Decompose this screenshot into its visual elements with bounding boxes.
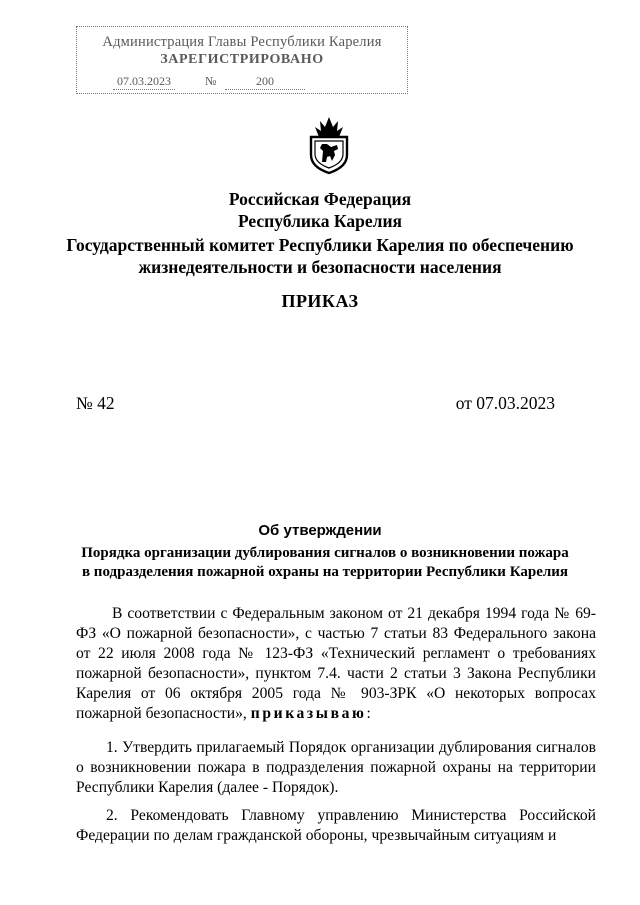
- stamp-registered-label: ЗАРЕГИСТРИРОВАНО: [160, 52, 324, 67]
- title-body: [60, 544, 590, 582]
- preamble-text: В соответствии с Федеральным законом от 21 декабря 1994 года № 69-ФЗ «О пожарной безопасности», с частью 7 статьи 83 Федерального закона от 22 июля 2008 года № 123-ФЗ «Технический регламент о требованиях пожарной безопасности», пунктом 7.4. части 2 статьи 3 Закона Республики Карелия от 06 октября 2005 года № 903-ЗРК «О некоторых вопросах пожарной безопасности»,: [76, 605, 596, 722]
- document-number: № 42: [76, 393, 115, 413]
- title-line1: Об утверждении: [258, 522, 382, 539]
- command-word: приказываю: [250, 705, 367, 722]
- registration-stamp: [76, 26, 408, 94]
- coat-of-arms-of-karelia-icon: [305, 115, 353, 175]
- paragraph-item-2: [76, 806, 596, 846]
- header-country: Российская Федерация: [228, 189, 412, 209]
- item-1-text: 1. Утвердить прилагаемый Порядок организации дублирования сигналов о возникновении пожара в подразделения пожарной охраны на территории Республики Карелия (далее - Порядок).: [76, 739, 596, 796]
- command-colon: :: [366, 705, 371, 722]
- document-type: ПРИКАЗ: [281, 291, 359, 311]
- title-line2: Порядка организации дублирования сигналов о возникновении пожара: [81, 545, 569, 561]
- header-committee-line1: Государственный комитет Республики Карелия по обеспечению: [66, 235, 574, 255]
- stamp-date: 07.03.2023: [113, 74, 175, 90]
- stamp-number: 200: [225, 74, 305, 90]
- stamp-registration-row: [93, 74, 391, 90]
- header-republic: Республика Карелия: [237, 211, 403, 231]
- header-committee-line2: жизнедеятельности и безопасности населения: [138, 257, 502, 277]
- title-line3: в подразделения пожарной охраны на территории Республики Карелия: [81, 564, 569, 580]
- item-2-text: 2. Рекомендовать Главному управлению Министерства Российской Федерации по делам гражданской обороны, чрезвычайным ситуациям и: [76, 807, 596, 844]
- paragraph-item-1: [76, 738, 596, 798]
- document-date: от 07.03.2023: [455, 393, 555, 413]
- paragraph-preamble: [76, 604, 596, 724]
- stamp-number-sign: №: [205, 74, 217, 88]
- stamp-authority: Администрация Главы Республики Карелия: [102, 34, 382, 50]
